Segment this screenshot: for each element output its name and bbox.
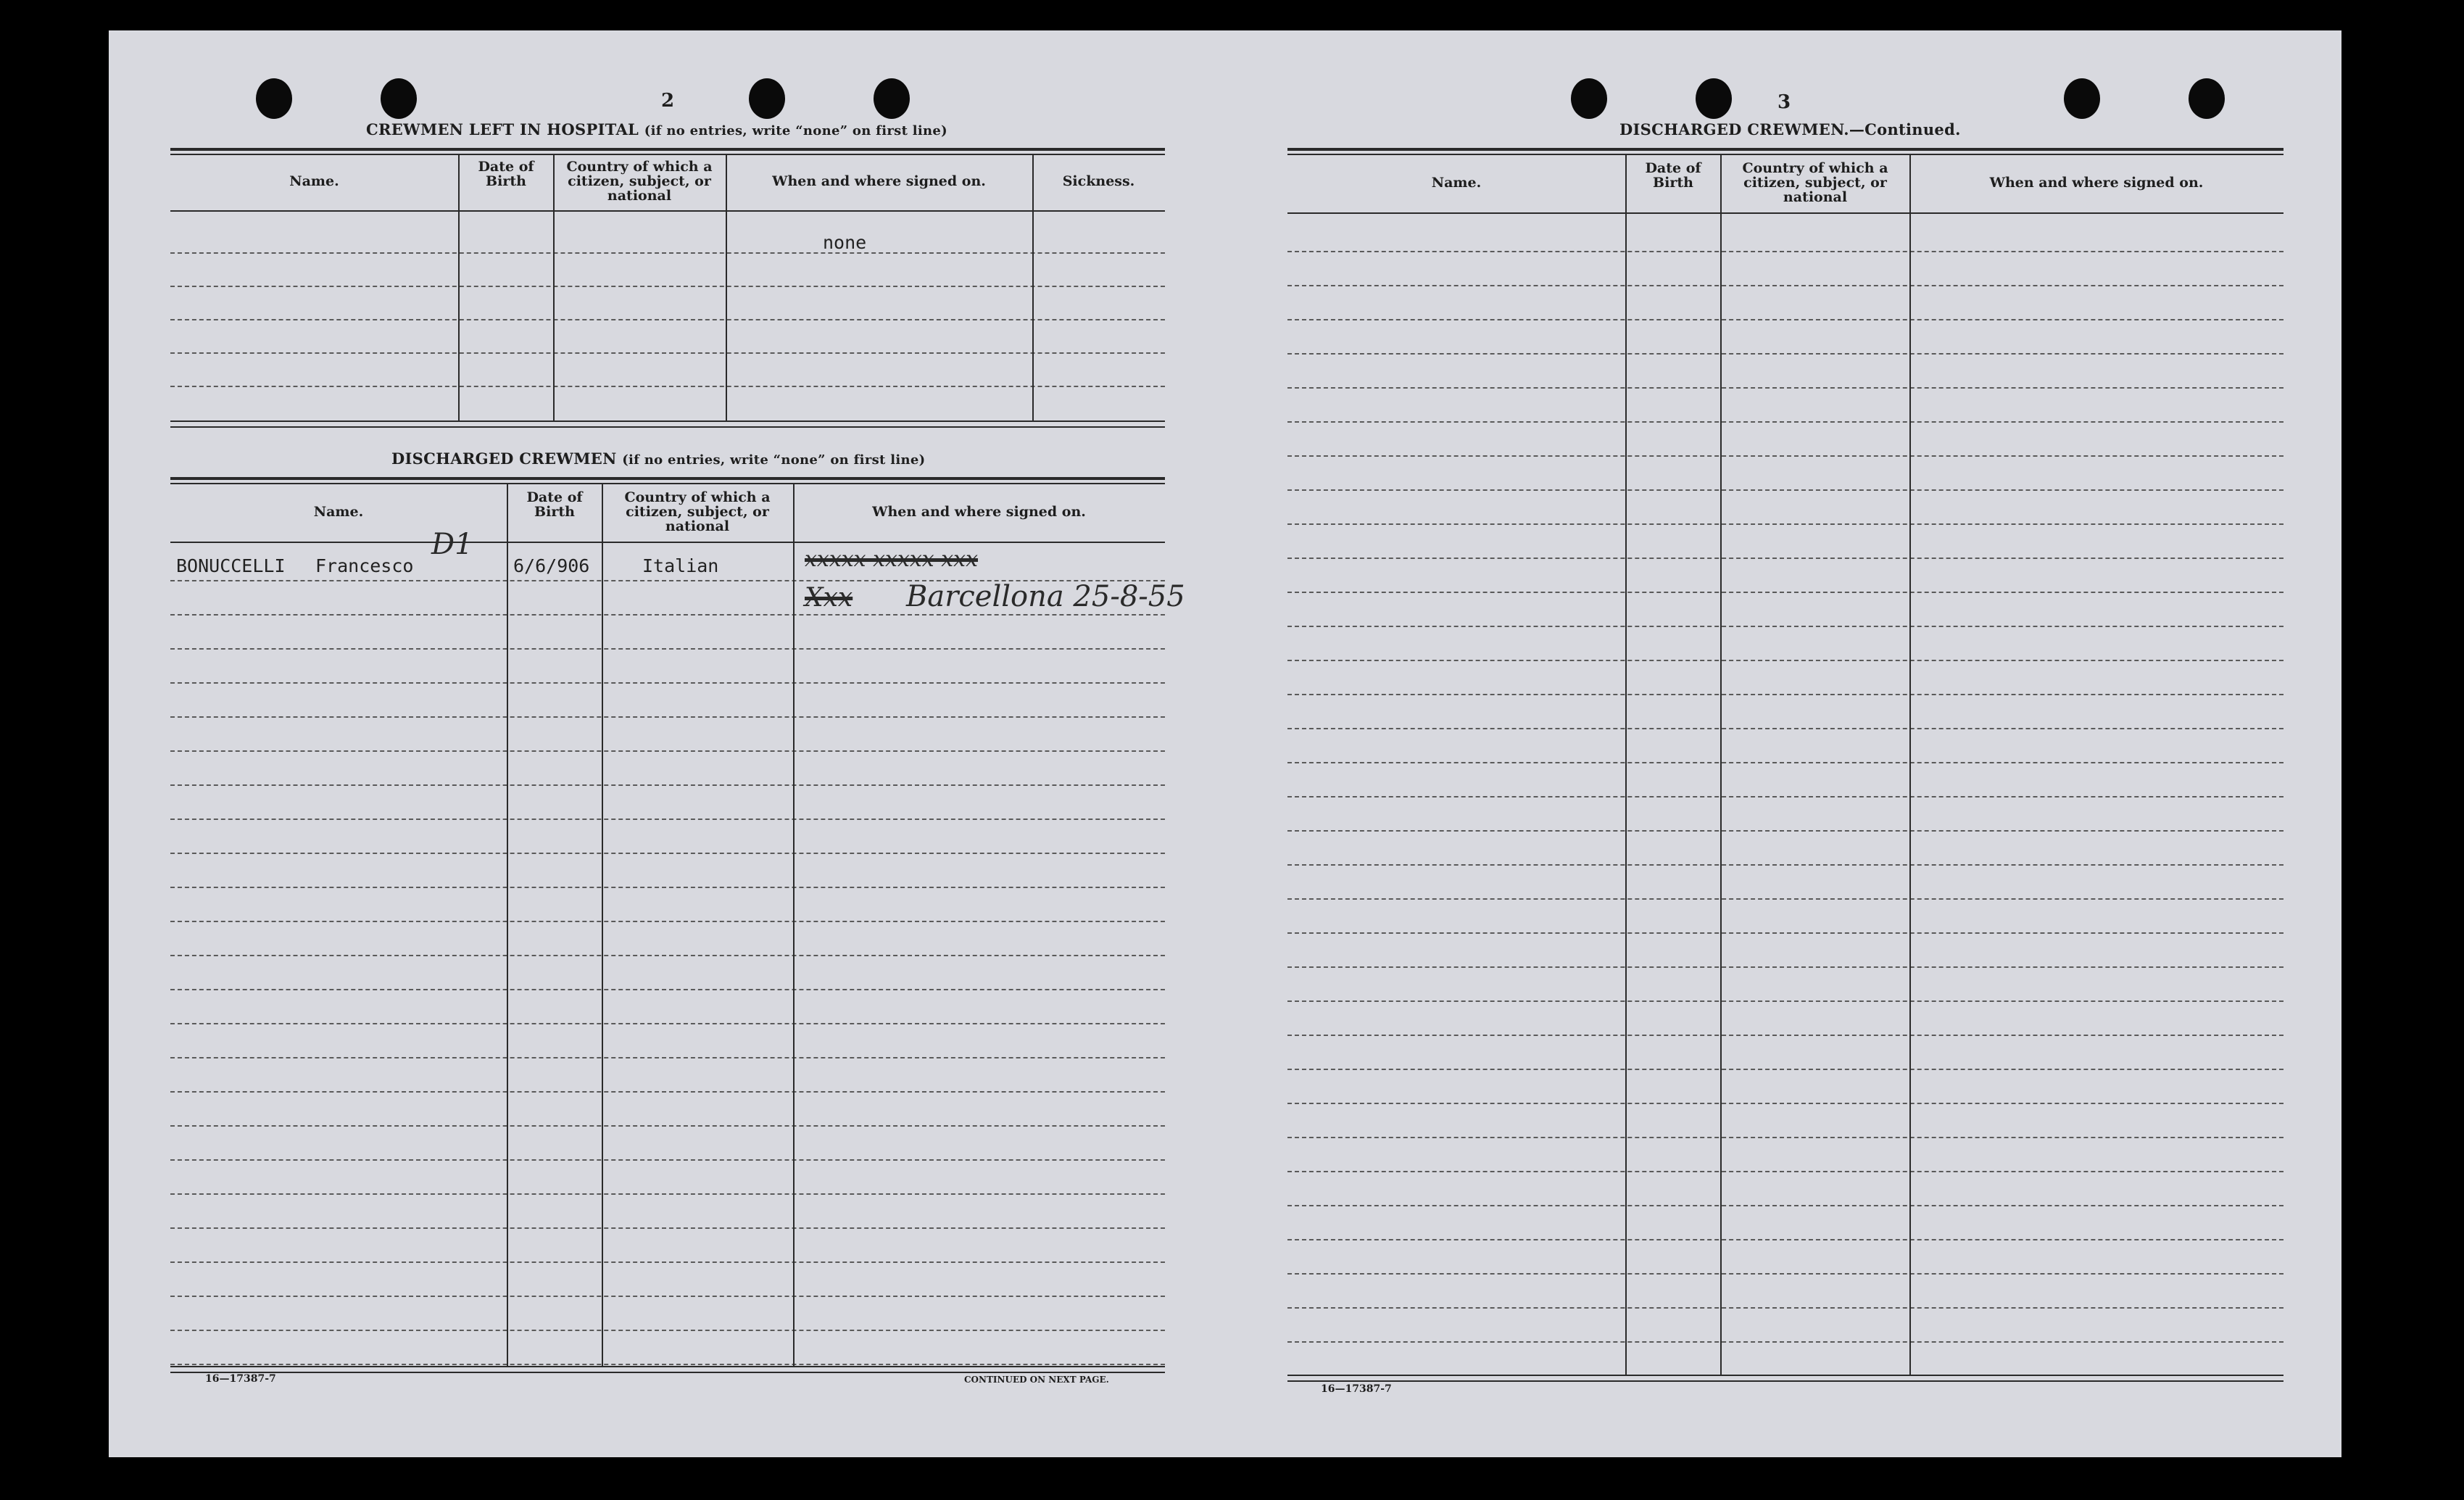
entry-line	[1287, 285, 2283, 286]
hospital-title-instruction: (if no entries, write “none” on first line)	[644, 123, 947, 138]
entry-line	[170, 1193, 1165, 1195]
entry-line	[1287, 932, 2283, 934]
rule	[170, 426, 1165, 428]
column-divider	[1909, 154, 1911, 1376]
entry-line	[170, 819, 1165, 820]
entry-line	[1287, 1171, 2283, 1172]
entry-line	[170, 853, 1165, 854]
entry-line	[170, 1364, 1165, 1365]
entry-line	[1287, 864, 2283, 866]
hospital-header-name: Name.	[289, 173, 339, 189]
entry-line	[1287, 830, 2283, 832]
hospital-section-title	[366, 120, 947, 138]
crewman-mark: D1	[431, 528, 473, 561]
crewman-surname: BONUCCELLI	[176, 555, 286, 576]
right-section-title: DISCHARGED CREWMEN.—Continued.	[1619, 120, 1961, 138]
entry-line	[170, 319, 1165, 320]
entry-line	[1287, 558, 2283, 559]
entry-line	[1287, 1069, 2283, 1070]
rule	[170, 1366, 1165, 1367]
discharged-header-name: Name.	[313, 504, 364, 520]
entry-line	[170, 1261, 1165, 1263]
column-divider	[1720, 154, 1722, 1376]
entry-line	[1287, 592, 2283, 593]
entry-line	[1287, 1239, 2283, 1240]
entry-line	[170, 716, 1165, 718]
column-divider	[726, 154, 727, 422]
hospital-header-signed: When and where signed on.	[772, 173, 986, 189]
column-divider	[507, 483, 508, 1367]
entry-line	[1287, 626, 2283, 627]
page-number-left: 2	[661, 90, 675, 112]
entry-line	[1287, 1137, 2283, 1138]
entry-line	[1287, 1341, 2283, 1343]
rule	[170, 483, 1165, 484]
punch-hole	[2064, 78, 2100, 119]
entry-line	[1287, 251, 2283, 252]
discharged-header-country: Country of which a citizen, subject, or national	[624, 489, 771, 534]
entry-line	[1287, 489, 2283, 491]
crewman-signed-struck: xxxxx xxxxx xxx	[805, 547, 979, 572]
right-header-dob: Date of Birth	[1645, 160, 1701, 191]
entry-line	[1287, 421, 2283, 423]
hospital-header-dob: Date of Birth	[478, 159, 534, 189]
right-header-signed: When and where signed on.	[1989, 175, 2204, 191]
entry-line	[170, 921, 1165, 922]
entry-line	[1287, 319, 2283, 320]
entry-line	[170, 286, 1165, 287]
entry-line	[1287, 966, 2283, 968]
entry-line	[1287, 1000, 2283, 1002]
entry-line	[1287, 455, 2283, 457]
entry-line	[170, 1159, 1165, 1161]
column-divider	[458, 154, 460, 422]
entry-line	[1287, 762, 2283, 763]
column-divider	[1032, 154, 1034, 422]
entry-line	[1287, 898, 2283, 900]
entry-line	[1287, 660, 2283, 661]
crewman-given-name: Francesco	[315, 555, 414, 576]
rule	[1287, 154, 2283, 155]
crewman-signed-prefix-struck: Xxx	[805, 583, 853, 613]
discharged-header-signed: When and where signed on.	[872, 504, 1086, 520]
rule	[1287, 148, 2283, 151]
entry-line	[170, 1091, 1165, 1093]
entry-line	[170, 955, 1165, 956]
entry-line	[170, 887, 1165, 888]
page-number-right: 3	[1778, 91, 1791, 113]
entry-line	[170, 614, 1165, 616]
column-divider	[602, 483, 603, 1367]
rule	[1287, 212, 2283, 214]
entry-line	[170, 682, 1165, 684]
punch-hole	[256, 78, 292, 119]
form-number-right: 16—17387-7	[1321, 1383, 1392, 1395]
continued-note: CONTINUED ON NEXT PAGE.	[964, 1375, 1109, 1385]
rule	[170, 210, 1165, 212]
hospital-header-sickness: Sickness.	[1062, 173, 1135, 189]
rule	[170, 148, 1165, 151]
punch-hole	[874, 78, 910, 119]
rule	[170, 477, 1165, 480]
crewman-signed-on: Barcellona 25-8-55	[906, 580, 1185, 613]
entry-line	[1287, 796, 2283, 797]
discharged-title-instruction: (if no entries, write “none” on first line)	[622, 452, 926, 468]
entry-line	[1287, 728, 2283, 729]
entry-line	[170, 386, 1165, 387]
right-header-country: Country of which a citizen, subject, or national	[1742, 160, 1888, 205]
rule	[170, 420, 1165, 422]
hospital-title-text: CREWMEN LEFT IN HOSPITAL	[366, 120, 639, 138]
punch-hole	[381, 78, 417, 119]
entry-line	[170, 1227, 1165, 1229]
column-divider	[1625, 154, 1627, 1376]
rule	[1287, 1375, 2283, 1376]
discharged-title-text: DISCHARGED CREWMEN	[391, 449, 617, 468]
discharged-section-title	[391, 449, 925, 468]
entry-line	[1287, 1307, 2283, 1309]
entry-line	[170, 989, 1165, 990]
entry-line	[170, 352, 1165, 354]
entry-line	[170, 1057, 1165, 1058]
document-sheet	[109, 30, 2341, 1457]
column-divider	[793, 483, 795, 1367]
punch-hole	[1571, 78, 1607, 119]
entry-line	[1287, 1273, 2283, 1275]
entry-line	[170, 648, 1165, 650]
rule	[170, 542, 1165, 543]
entry-line	[170, 252, 1165, 254]
crewman-country: Italian	[642, 555, 719, 576]
form-number-left: 16—17387-7	[205, 1373, 276, 1385]
entry-line	[1287, 694, 2283, 695]
column-divider	[553, 154, 555, 422]
crewman-dob: 6/6/906	[513, 555, 590, 576]
entry-line	[1287, 1205, 2283, 1206]
entry-line	[170, 1296, 1165, 1297]
entry-line	[170, 1330, 1165, 1331]
hospital-entry-none: none	[823, 232, 867, 253]
right-header-name: Name.	[1431, 175, 1482, 191]
entry-line	[1287, 1035, 2283, 1036]
entry-line	[170, 1023, 1165, 1024]
hospital-header-country: Country of which a citizen, subject, or national	[566, 159, 713, 204]
discharged-header-dob: Date of Birth	[526, 489, 583, 520]
entry-line	[170, 784, 1165, 786]
entry-line	[1287, 387, 2283, 389]
entry-line	[1287, 1103, 2283, 1104]
rule	[170, 1372, 1165, 1373]
rule	[1287, 1380, 2283, 1382]
entry-line	[170, 1125, 1165, 1127]
entry-line	[1287, 523, 2283, 525]
rule	[170, 154, 1165, 155]
punch-hole	[749, 78, 785, 119]
entry-line	[170, 750, 1165, 752]
punch-hole	[2189, 78, 2225, 119]
entry-line	[1287, 353, 2283, 355]
punch-hole	[1696, 78, 1732, 119]
